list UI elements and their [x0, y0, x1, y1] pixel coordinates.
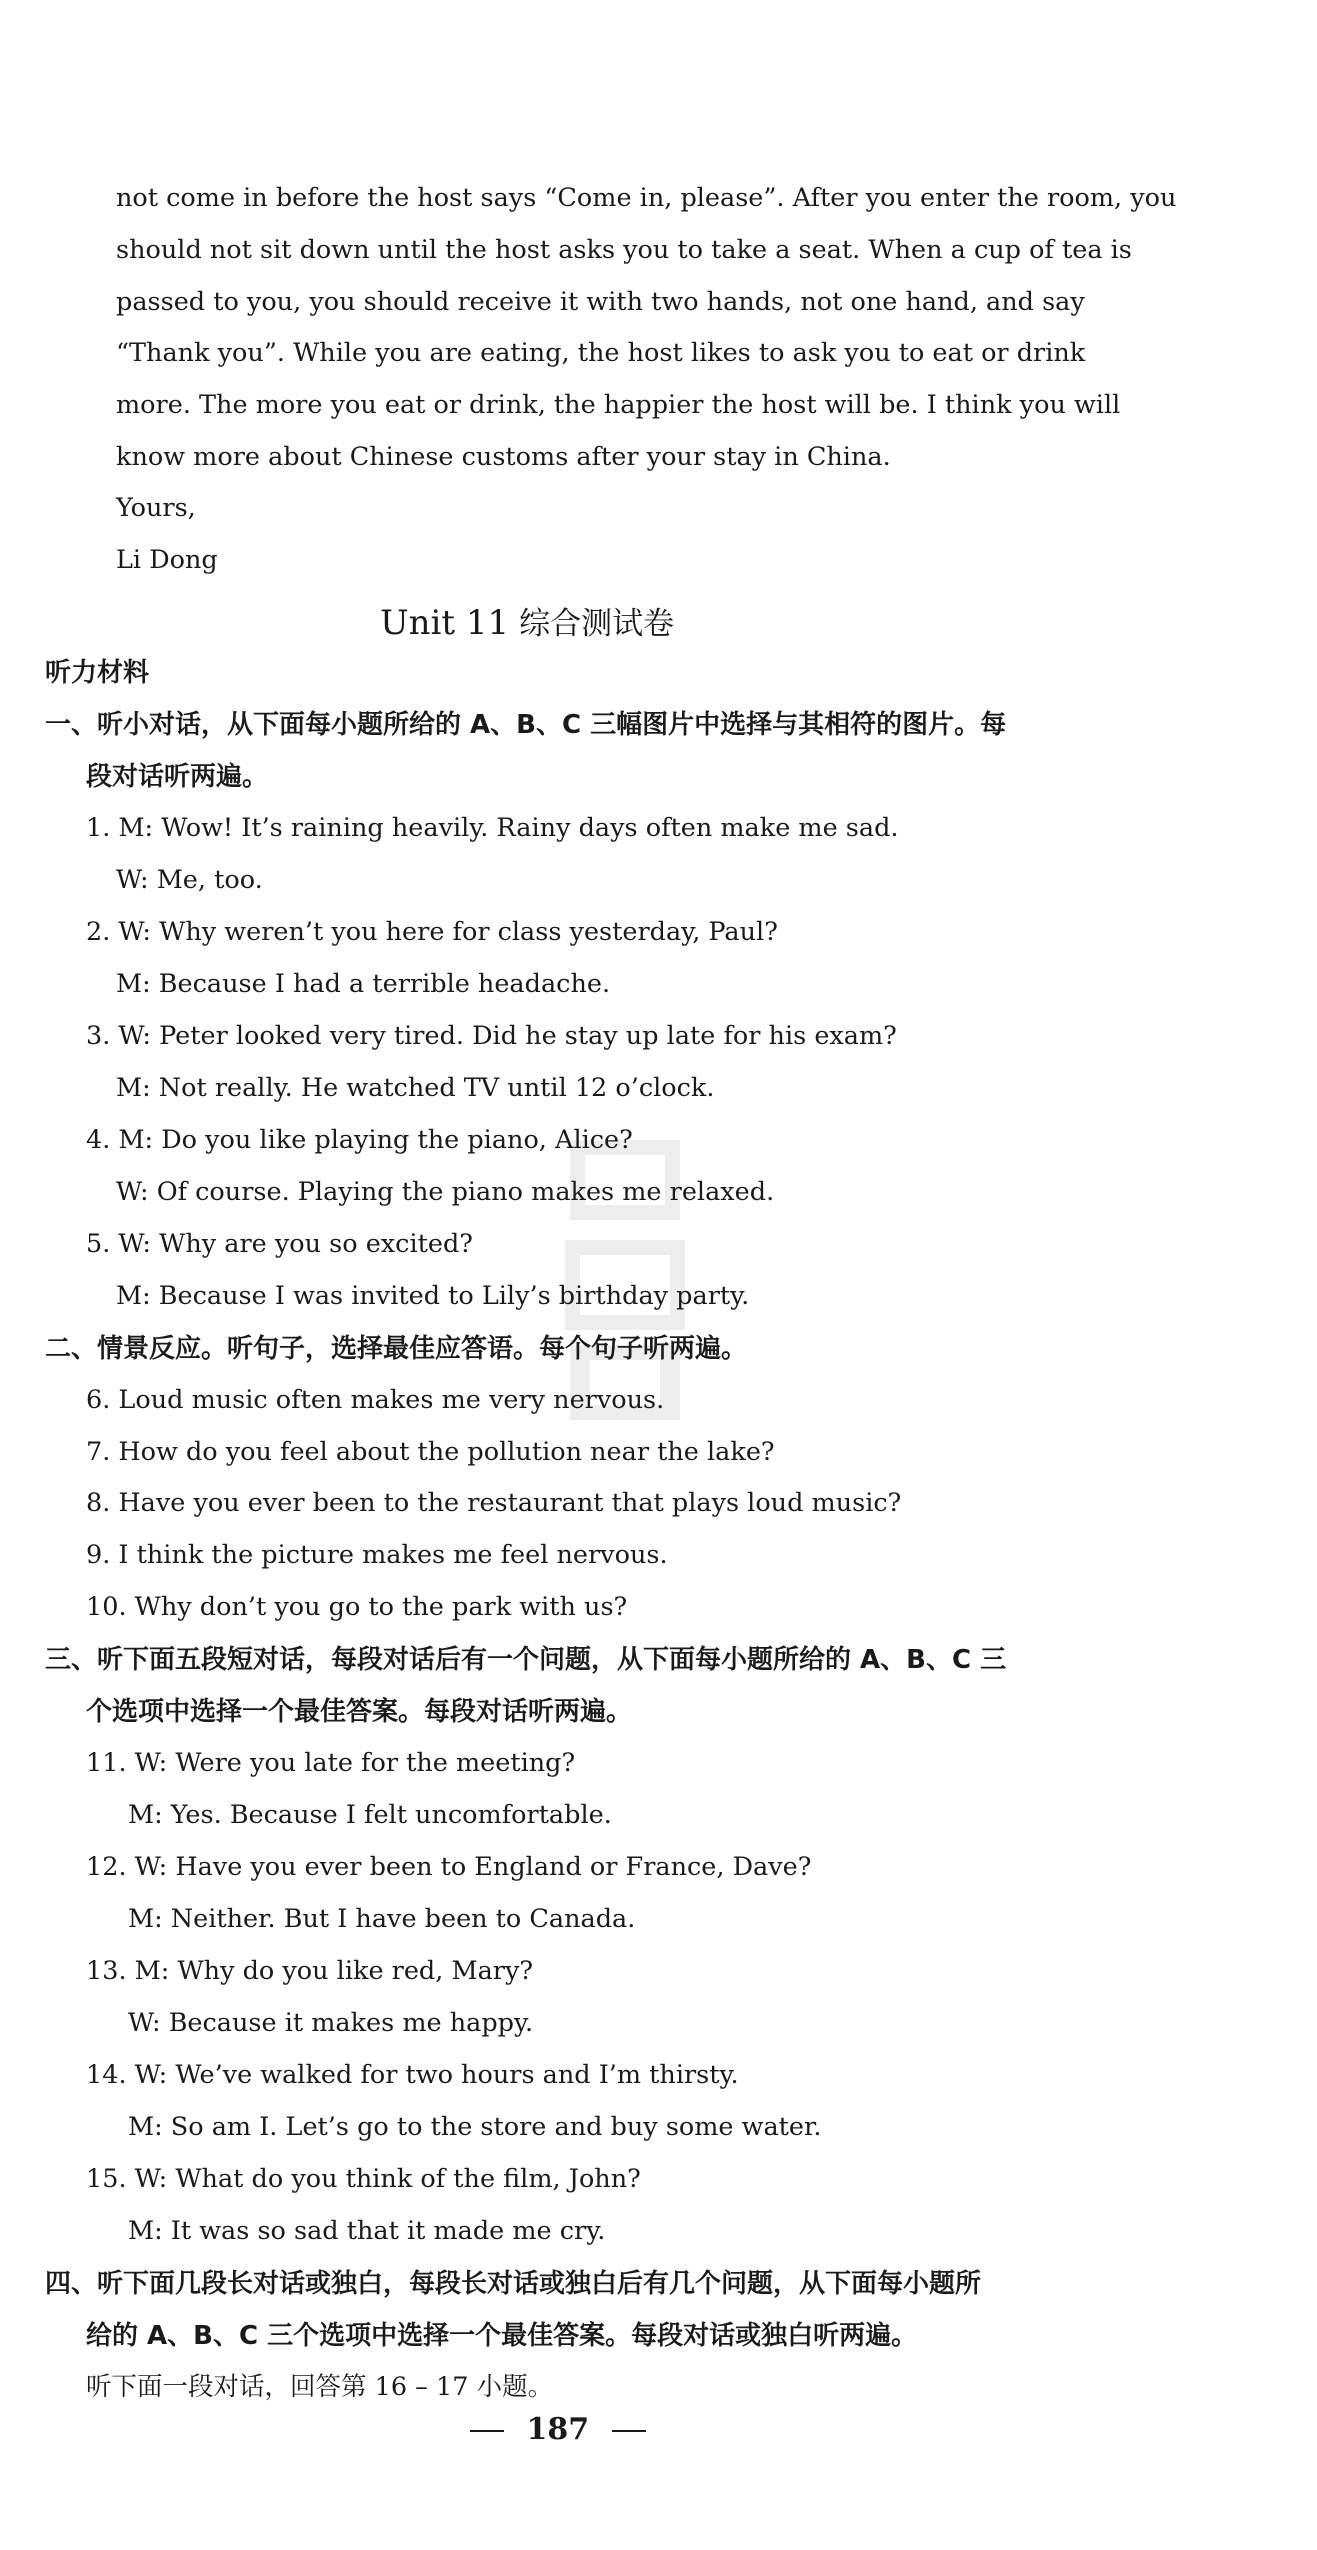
- letter-signature: Li Dong: [116, 545, 218, 575]
- page-number: 187: [526, 2412, 590, 2447]
- part2-line-5: 10. Why don’t you go to the park with us?: [86, 1592, 628, 1622]
- part1-line-10: M: Because I was invited to Lily’s birthday party.: [116, 1281, 750, 1311]
- title-unit: Unit 11: [380, 603, 510, 643]
- part3-line-8: M: So am I. Let’s go to the store and buy some water.: [128, 2112, 822, 2142]
- part1-line-1: 1. M: Wow! It’s raining heavily. Rainy days often make me sad.: [86, 813, 899, 843]
- part1-line-3: 2. W: Why weren’t you here for class yesterday, Paul?: [86, 917, 778, 947]
- part1-line-9: 5. W: Why are you so excited?: [86, 1229, 473, 1259]
- section-label: 听力材料: [45, 658, 150, 688]
- part1-line-2: W: Me, too.: [116, 865, 263, 895]
- left-dash: [470, 2430, 504, 2432]
- letter-line-5: more. The more you eat or drink, the happier the host will be. I think you will: [116, 390, 1121, 420]
- part1-heading-line2: 段对话听两遍。: [86, 762, 269, 792]
- letter-closing: Yours,: [116, 493, 196, 523]
- part4-heading-line2: 给的 A、B、C 三个选项中选择一个最佳答案。每段对话或独白听两遍。: [86, 2321, 918, 2351]
- right-dash: [612, 2430, 646, 2432]
- letter-line-2: should not sit down until the host asks you to take a seat. When a cup of tea is: [116, 235, 1132, 265]
- part3-heading-line2: 个选项中选择一个最佳答案。每段对话听两遍。: [86, 1697, 633, 1727]
- part3-heading-line1: 三、听下面五段短对话，每段对话后有一个问题，从下面每小题所给的 A、B、C 三: [45, 1645, 1007, 1675]
- part2-line-4: 9. I think the picture makes me feel nervous.: [86, 1540, 668, 1570]
- part3-line-5: 13. M: Why do you like red, Mary?: [86, 1956, 534, 1986]
- letter-line-6: know more about Chinese customs after your stay in China.: [116, 442, 891, 472]
- page-title: [380, 598, 674, 643]
- part3-line-6: W: Because it makes me happy.: [128, 2008, 534, 2038]
- part2-line-1: 6. Loud music often makes me very nervous.: [86, 1385, 665, 1415]
- part1-line-5: 3. W: Peter looked very tired. Did he stay up late for his exam?: [86, 1021, 897, 1051]
- part3-line-9: 15. W: What do you think of the film, John?: [86, 2164, 641, 2194]
- page-number-row: [470, 2412, 646, 2447]
- part4-heading-line1: 四、听下面几段长对话或独白，每段长对话或独白后有几个问题，从下面每小题所: [45, 2269, 982, 2299]
- part3-line-1: 11. W: Were you late for the meeting?: [86, 1748, 576, 1778]
- part1-line-4: M: Because I had a terrible headache.: [116, 969, 611, 999]
- title-cn: 综合测试卷: [519, 606, 675, 642]
- part3-line-2: M: Yes. Because I felt uncomfortable.: [128, 1800, 612, 1830]
- part3-line-7: 14. W: We’ve walked for two hours and I’m thirsty.: [86, 2060, 739, 2090]
- part2-line-3: 8. Have you ever been to the restaurant that plays loud music?: [86, 1488, 902, 1518]
- part1-heading-line1: 一、听小对话，从下面每小题所给的 A、B、C 三幅图片中选择与其相符的图片。每: [45, 710, 1007, 740]
- part1-line-6: M: Not really. He watched TV until 12 o’clock.: [116, 1073, 715, 1103]
- part2-heading: 二、情景反应。听句子，选择最佳应答语。每个句子听两遍。: [45, 1334, 748, 1364]
- letter-line-4: “Thank you”. While you are eating, the host likes to ask you to eat or drink: [116, 338, 1086, 368]
- part4-instruction: 听下面一段对话，回答第 16 – 17 小题。: [86, 2372, 554, 2402]
- part2-line-2: 7. How do you feel about the pollution near the lake?: [86, 1437, 775, 1467]
- part1-line-8: W: Of course. Playing the piano makes me relaxed.: [116, 1177, 775, 1207]
- part3-line-4: M: Neither. But I have been to Canada.: [128, 1904, 636, 1934]
- part3-line-10: M: It was so sad that it made me cry.: [128, 2216, 606, 2246]
- part1-line-7: 4. M: Do you like playing the piano, Alice?: [86, 1125, 633, 1155]
- letter-line-3: passed to you, you should receive it with two hands, not one hand, and say: [116, 287, 1085, 317]
- part3-line-3: 12. W: Have you ever been to England or France, Dave?: [86, 1852, 812, 1882]
- letter-line-1: not come in before the host says “Come in, please”. After you enter the room, you: [116, 183, 1177, 213]
